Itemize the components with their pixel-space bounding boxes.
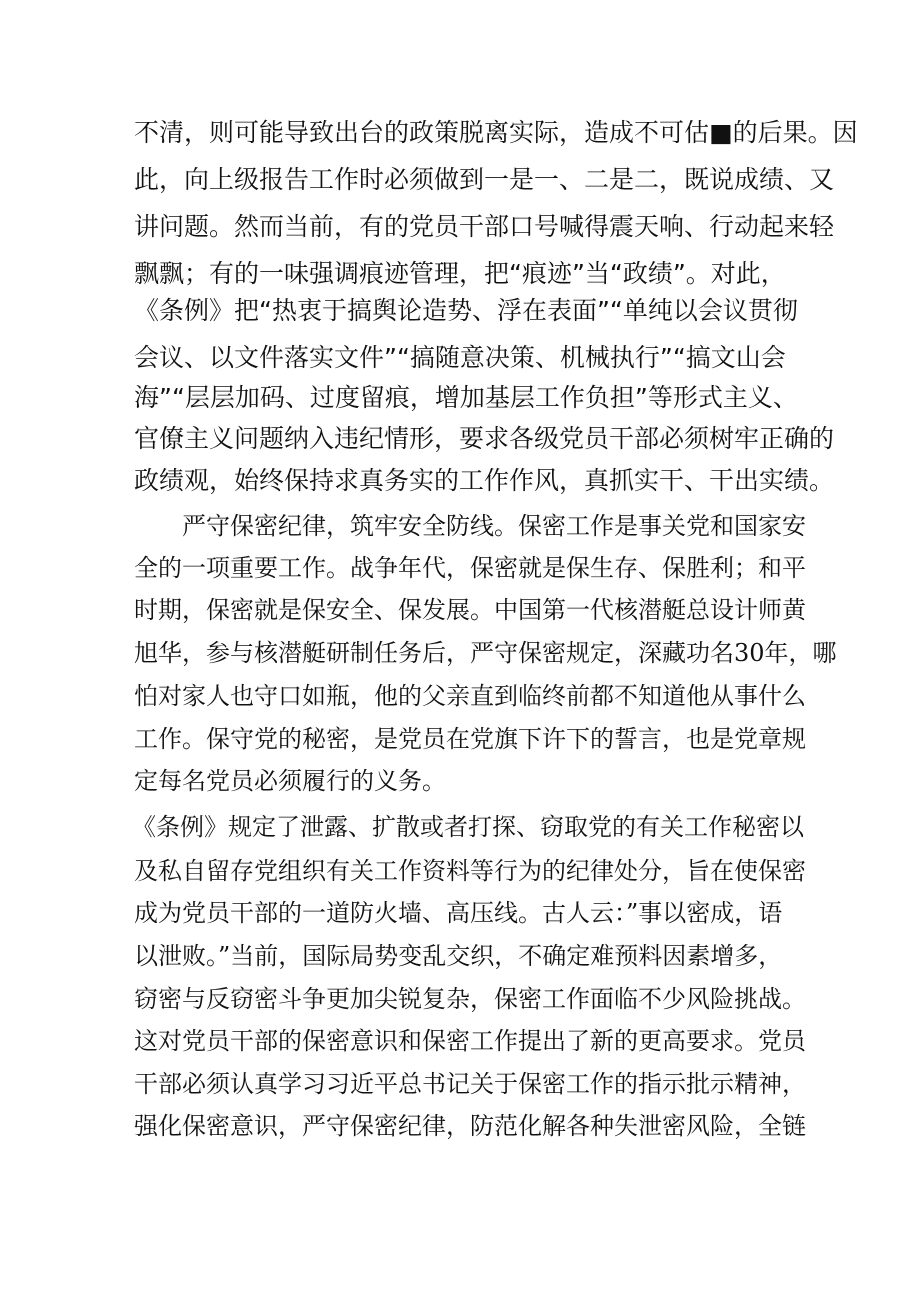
paragraph-line: 干部必须认真学习习近平总书记关于保密工作的指示批示精神， <box>134 1070 806 1098</box>
paragraph-line: 官僚主义问题纳入违纪情形，要求各级党员干部必须树牢正确的 <box>134 424 835 453</box>
paragraph-line: 以泄败。”当前，国际局势变乱交织，不确定难预料因素增多， <box>134 942 783 970</box>
paragraph-line: 强化保密意识，严守保密纪律，防范化解各种失泄密风险，全链 <box>134 1112 806 1140</box>
paragraph-line: 《条例》规定了泄露、扩散或者打探、窃取党的有关工作秘密以 <box>132 813 804 841</box>
paragraph-line: 窃密与反窃密斗争更加尖锐复杂，保密工作面临不少风险挑战。 <box>134 985 806 1013</box>
paragraph-line: 不清，则可能导致出台的政策脱离实际，造成不可估■的后果。因 <box>134 118 858 147</box>
paragraph-line: 《条例》把“热衷于搞舆论造势、浮在表面”“单纯以会议贯彻 <box>134 296 798 325</box>
paragraph-line: 及私自留存党组织有关工作资料等行为的纪律处分，旨在使保密 <box>134 857 806 885</box>
paragraph-line: 时期，保密就是保安全、保发展。中国第一代核潜艇总设计师黄 <box>134 596 806 624</box>
paragraph-line: 此，向上级报告工作时必须做到一是一、二是二，既说成绩、又 <box>134 165 835 194</box>
paragraph-line: 成为党员干部的一道防火墙、高压线。古人云：”事以密成，语 <box>134 899 783 927</box>
paragraph-line: 讲问题。然而当前，有的党员干部口号喊得震天响、行动起来轻 <box>134 212 835 241</box>
paragraph-line: 政绩观，始终保持求真务实的工作作风，真抓实干、干出实绩。 <box>134 466 835 495</box>
paragraph-line: 怕对家人也守口如瓶，他的父亲直到临终前都不知道他从事什么 <box>134 682 806 710</box>
paragraph-line: 严守保密纪律，筑牢安全防线。保密工作是事关党和国家安 <box>182 512 806 540</box>
paragraph-line: 飘飘；有的一味强调痕迹管理，把“痕迹”当“政绩”。对此， <box>134 259 786 288</box>
paragraph-line: 这对党员干部的保密意识和保密工作提出了新的更高要求。党员 <box>134 1027 806 1055</box>
paragraph-line: 定每名党员必须履行的义务。 <box>134 767 446 795</box>
paragraph-line: 全的一项重要工作。战争年代，保密就是保生存、保胜利；和平 <box>134 554 806 582</box>
paragraph-line: 工作。保守党的秘密，是党员在党旗下许下的誓言，也是党章规 <box>134 725 806 753</box>
paragraph-line: 会议、以文件落实文件”“搞随意决策、机械执行”“搞文山会 <box>134 343 786 372</box>
paragraph-line: 海”“层层加码、过度留痕，增加基层工作负担”等形式主义、 <box>134 383 798 412</box>
paragraph-line: 旭华，参与核潜艇研制任务后，严守保密规定，深藏功名30年，哪 <box>134 639 837 667</box>
